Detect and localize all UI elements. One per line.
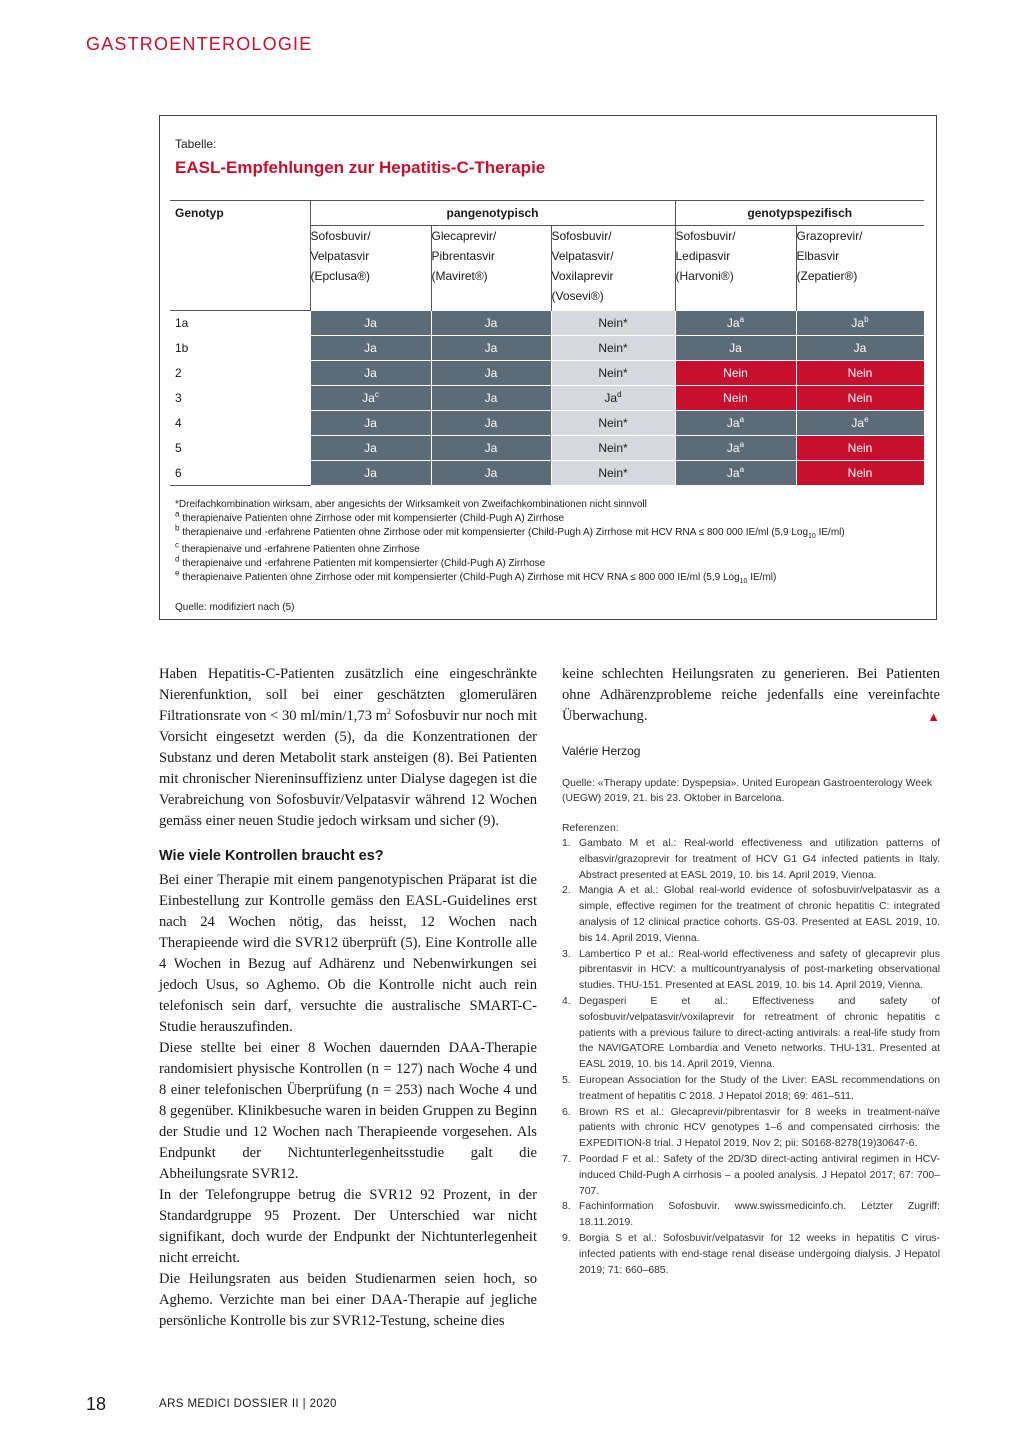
genotype-cell: 3 — [170, 386, 310, 411]
drug-names-row — [170, 226, 924, 311]
table-row — [170, 361, 924, 386]
recommendation-value: Ja — [851, 316, 865, 330]
table-body — [170, 311, 924, 486]
genotype-cell: 6 — [170, 461, 310, 486]
subheading-controls: Wie viele Kontrollen braucht es? — [159, 848, 384, 864]
table-footnotes — [175, 498, 935, 615]
recommendations-table — [170, 200, 925, 486]
source-note: Quelle: «Therapy update: Dyspepsia». United European Gastroenterology Week (UEGW) 2019, 21. bis 23. Oktober in Barcelona. — [562, 778, 933, 804]
paragraph-renal-part2: Sofosbuvir nur noch mit Vorsicht eingesetzt werden (5), da die Konzentrationen der Substanz und deren Metabolit stark ansteigen (8). Bei Patienten mit chronischer Niereninsuffizienz unter Dialyse dagegen ist die Verabreichung von Sofosbuvir/Velpatasvir während 12 Wochen gemäss einer neuen Studie jedoch wirksam und sicher (9). — [159, 708, 538, 829]
footnote-mark: a — [739, 465, 745, 474]
recommendation-cell — [796, 461, 924, 486]
reference-text: Lambertico P et al.: Real-world effectiveness and safety of glecaprevir plus pibrentasvir in HCV: a multicountryanalysis of post-marketing observational studies. THU-151. Presented at EASL 2019, 10. bis 14. April 2019, Vienna. — [579, 948, 940, 992]
recommendation-value: Nein — [847, 441, 873, 455]
footnote-text: therapienaive und -erfahrene Patienten mit kompensierter (Child-Pugh A) Zirrhose — [179, 558, 546, 570]
recommendation-value: Ja — [484, 466, 498, 480]
genotype-header: Genotyp — [170, 201, 310, 226]
reference-number: 7. — [562, 1153, 571, 1165]
reference-item — [562, 1199, 940, 1231]
drug-line: Velpatasvir/ — [551, 249, 614, 263]
footnote — [175, 568, 935, 589]
recommendation-value: Ja — [484, 416, 498, 430]
recommendation-cell — [796, 361, 924, 386]
reference-text: Borgia S et al.: Sofosbuvir/velpatasvir for 12 weeks in hepatitis C virus-infected patients with end-stage renal disease undergoing dialysis. J Hepatol 2019; 71: 660–685. — [579, 1232, 940, 1276]
reference-item — [562, 836, 940, 883]
recommendation-value: Nein — [723, 391, 748, 405]
recommendation-cell — [551, 361, 675, 386]
drug-cell — [675, 226, 796, 311]
paragraph-continuation — [562, 664, 940, 727]
recommendation-value: Ja — [729, 341, 742, 355]
recommendation-value: Nein* — [598, 441, 628, 455]
reference-number: 6. — [562, 1106, 571, 1118]
genotype-cell: 5 — [170, 436, 310, 461]
drug-cell — [431, 226, 551, 311]
recommendation-cell — [431, 436, 551, 461]
drug-line: (Epclusa®) — [310, 269, 371, 283]
recommendation-cell — [675, 411, 796, 436]
footnote-subscript: 10 — [808, 532, 816, 540]
reference-item — [562, 947, 940, 994]
recommendation-value: Nein — [847, 466, 873, 480]
paragraph-renal-part1: Haben Hepatitis-C-Patienten zusätzlich eine eingeschränkte Nierenfunktion, soll bei einer geschätzten glomerulären Filtrationsrate von < 30 ml/min/1,73 m — [159, 666, 537, 724]
footnote-text: therapienaive und -erfahrene Patienten ohne Zirrhose oder mit kompensierter (Child-Pugh A) Zirrhose mit HCV RNA ≤ 800 000 IE/ml (5,9 Log — [179, 526, 809, 538]
reference-text: Fachinformation Sofosbuvir. www.swissmedicinfo.ch. Letzter Zugriff: 18.11.2019. — [579, 1201, 940, 1229]
footnote — [175, 523, 935, 544]
recommendation-cell — [796, 411, 924, 436]
recommendation-cell — [431, 311, 551, 336]
genotype-cell: 1b — [170, 336, 310, 361]
table-source: Quelle: modifiziert nach (5) — [175, 601, 295, 613]
footnote — [175, 498, 935, 512]
recommendation-cell — [431, 411, 551, 436]
reference-number: 3. — [562, 948, 571, 960]
recommendation-value: Ja — [484, 366, 498, 380]
recommendation-value: Ja — [484, 391, 498, 405]
footnote-mark: c — [175, 541, 179, 551]
left-column — [159, 664, 537, 1332]
recommendation-cell — [675, 386, 796, 411]
drug-line: (Harvoni®) — [675, 269, 734, 283]
group-pangenotypic: pangenotypisch — [310, 201, 675, 226]
footnote-mark: b — [864, 315, 869, 324]
footnote-mark: c — [374, 390, 379, 399]
end-triangle-icon: ▲ — [927, 709, 940, 724]
table-row — [170, 386, 924, 411]
drug-line: Sofosbuvir/ — [675, 229, 736, 243]
footnote-mark: d — [617, 390, 622, 399]
table-title: EASL-Empfehlungen zur Hepatitis-C-Therapie — [175, 158, 546, 177]
recommendation-cell — [675, 436, 796, 461]
reference-item — [562, 1105, 940, 1152]
footnote-text: therapienaive Patienten ohne Zirrhose oder mit kompensierter (Child-Pugh A) Zirrhose mit HCV RNA ≤ 800 000 IE/ml (5,9 Log — [179, 571, 740, 583]
group-genotype-specific: genotypspezifisch — [675, 201, 924, 226]
recommendation-value: Ja — [484, 441, 498, 455]
drug-line: Ledipasvir — [675, 249, 731, 263]
recommendation-value: Ja — [853, 341, 867, 355]
recommendation-cell — [310, 336, 431, 361]
recommendation-cell — [796, 311, 924, 336]
recommendation-cell — [796, 436, 924, 461]
recommendation-cell — [551, 411, 675, 436]
drug-line: Velpatasvir — [310, 249, 370, 263]
recommendation-cell — [310, 386, 431, 411]
drug-line: Sofosbuvir/ — [551, 229, 612, 243]
reference-text: Mangia A et al.: Global real-world evidence of sofosbuvir/velpatasvir as a simple, effective regimen for the treatment of chronic hepatitis C: integrated analysis of 12 clinical practice cohorts. GS-03. Presented at EASL 2019, 10. bis 14. April 2019, Vienna. — [579, 885, 940, 944]
drug-line: (Maviret®) — [431, 269, 488, 283]
reference-text: Poordad F et al.: Safety of the 2D/3D direct-acting antiviral regimen in HCV-induced Child-Pugh A cirrhosis – a pooled analysis. J Hepatol 2017; 67: 700–707. — [579, 1153, 940, 1197]
reference-item — [562, 1073, 940, 1105]
reference-item — [562, 883, 940, 946]
reference-number: 9. — [562, 1232, 571, 1244]
recommendation-value: Nein — [847, 391, 873, 405]
recommendation-cell — [310, 311, 431, 336]
recommendation-value: Ja — [364, 341, 377, 355]
recommendation-value: Nein* — [598, 316, 628, 330]
footnote — [175, 509, 935, 526]
recommendation-value: Ja — [362, 391, 375, 405]
table-row — [170, 336, 924, 361]
recommendation-cell — [431, 361, 551, 386]
drug-cell — [551, 226, 675, 311]
paragraph-results: In der Telefongruppe betrug die SVR12 92 Prozent, in der Standardgruppe 95 Prozent. Der Unterschied war nicht signifikant, doch wurde der Endpunkt der Nichtunterlegenheit nicht erreicht. — [159, 1187, 537, 1266]
drug-cell — [310, 226, 431, 311]
paragraph-controls: Bei einer Therapie mit einem pangenotypischen Präparat ist die Einbestellung zur Kontrolle gemäss den EASL-Guidelines erst nach 24 Wochen nötig, das heisst, 12 Wochen nach Therapieende wird die SVR12 überprüft (5). Eine Kontrolle alle 4 Wochen in Bezug auf Adhärenz und Nebenwirkungen sei jedoch Usus, so Aghemo. Ob die Kontrolle nicht auch rein telefonisch sein darf, versuchte die australische SMART-C-Studie herauszufinden. — [159, 872, 537, 1035]
reference-text: Degasperi E et al.: Effectiveness and safety of sofosbuvir/velpatasvir/voxilaprevir for retreatment of chronic hepatitis c patients with a previous failure to direct-acting antivirals: a real-life study from the NAVIGATORE Lombardia and Veneto networks. THU-131. Presented at EASL 2019, 10. bis 14. April 2019, Vienna. — [579, 995, 940, 1071]
recommendation-cell — [431, 386, 551, 411]
drug-line: Elbasvir — [796, 249, 840, 263]
reference-item — [562, 1231, 940, 1278]
footnote-text: therapienaive und -erfahrene Patienten ohne Zirrhose — [179, 544, 420, 556]
recommendation-value: Ja — [364, 466, 377, 480]
reference-number: 4. — [562, 995, 571, 1007]
footnote-text: *Dreifachkombination wirksam, aber angesichts der Wirksamkeit von Zweifachkombinationen nicht sinnvoll — [175, 499, 647, 510]
footnote-mark: a — [739, 315, 745, 324]
recommendation-value: Ja — [726, 416, 740, 430]
recommendation-cell — [675, 311, 796, 336]
table-row — [170, 461, 924, 486]
recommendation-cell — [675, 461, 796, 486]
table-box — [159, 115, 937, 620]
recommendation-value: Nein* — [598, 416, 628, 430]
section-header: GASTROENTEROLOGIE — [86, 34, 313, 54]
reference-item — [562, 994, 940, 1073]
reference-number: 2. — [562, 885, 571, 897]
recommendation-value: Ja — [851, 416, 865, 430]
table-label: Tabelle: — [175, 137, 217, 151]
drug-cell — [796, 226, 924, 311]
recommendation-cell — [310, 436, 431, 461]
recommendation-value: Ja — [364, 366, 377, 380]
recommendation-value: Ja — [726, 441, 740, 455]
paragraph-study: Diese stellte bei einer 8 Wochen dauernden DAA-Therapie randomisiert physische Kontrollen (n = 127) nach Woche 4 und 8 einer telefonischen Überprüfung (n = 253) nach Woche 4 und 8 gegenüber. Klinikbesuche waren in beiden Gruppen zu Beginn der Studie und 12 Wochen nach Therapieende vorgesehen. Als Endpunkt der Nichtunterlegenheitsstudie galt die Abheilungsrate SVR12. — [159, 1040, 537, 1182]
table-row — [170, 436, 924, 461]
drug-empty-cell — [170, 226, 310, 311]
genotype-cell: 1a — [170, 311, 310, 336]
recommendation-value: Ja — [484, 316, 498, 330]
recommendation-cell — [431, 461, 551, 486]
reference-text: Gambato M et al.: Real-world effectiveness and utilization patterns of elbasvir/grazoprevir for treatment of HCV G1 G4 infected patients in Italy. Abstract presented at EASL 2019, 10. bis 14. April 2019, Vienna. — [579, 838, 940, 881]
reference-number: 1. — [562, 838, 571, 849]
paragraph-renal — [159, 664, 537, 832]
recommendation-cell — [551, 386, 675, 411]
genotype-cell: 2 — [170, 361, 310, 386]
footnote-text: therapienaive Patienten ohne Zirrhose oder mit kompensierter (Child-Pugh A) Zirrhose — [179, 512, 565, 524]
recommendation-value: Nein — [847, 366, 873, 380]
references-heading: Referenzen: — [562, 823, 619, 834]
drug-line: Pibrentasvir — [431, 249, 495, 263]
footnote-subscript: 10 — [739, 577, 748, 585]
recommendation-value: Ja — [726, 316, 740, 330]
recommendation-cell — [310, 361, 431, 386]
recommendation-cell — [551, 436, 675, 461]
recommendation-value: Nein — [723, 366, 748, 380]
footnote-mark: a — [739, 415, 745, 424]
table-header-row — [170, 201, 924, 226]
reference-text: European Association for the Study of the Liver: EASL recommendations on treatment of hepatitis C 2018. J Hepatol 2018; 69: 461–511. — [579, 1074, 940, 1102]
recommendation-cell — [310, 411, 431, 436]
recommendation-cell — [551, 461, 675, 486]
recommendation-cell — [675, 336, 796, 361]
right-column — [562, 664, 940, 1278]
recommendation-value: Nein* — [598, 366, 628, 380]
recommendation-cell — [796, 336, 924, 361]
page-number: 18 — [86, 1394, 107, 1414]
footnote-mark: a — [739, 440, 745, 449]
genotype-cell: 4 — [170, 411, 310, 436]
drug-line: Sofosbuvir/ — [310, 229, 371, 243]
recommendation-value: Ja — [364, 441, 377, 455]
footnote-mark: a — [175, 509, 180, 519]
table-row — [170, 311, 924, 336]
drug-line: Grazoprevir/ — [796, 229, 863, 243]
drug-line: Voxilaprevir — [551, 269, 614, 283]
recommendation-cell — [431, 336, 551, 361]
journal-footer: ARS MEDICI DOSSIER II | 2020 — [159, 1398, 337, 1410]
recommendation-value: Ja — [364, 316, 377, 330]
footnote-mark: e — [175, 568, 180, 578]
footnote-mark: d — [175, 554, 180, 564]
reference-number: 5. — [562, 1074, 571, 1086]
footnote — [175, 554, 935, 571]
recommendation-cell — [551, 311, 675, 336]
recommendation-value: Nein* — [598, 341, 628, 355]
continuation-text: keine schlechten Heilungsraten zu generieren. Bei Patienten ohne Adhärenzprobleme reiche jedenfalls eine vereinfachte Überwachung. — [562, 666, 940, 724]
recommendation-cell — [675, 361, 796, 386]
references-list — [562, 836, 940, 1278]
drug-line: (Zepatier®) — [796, 269, 858, 283]
recommendation-cell — [796, 386, 924, 411]
table-row — [170, 411, 924, 436]
recommendation-value: Ja — [726, 466, 740, 480]
recommendation-cell — [551, 336, 675, 361]
drug-line: Glecaprevir/ — [431, 229, 497, 243]
footnote-tail: IE/ml) — [815, 526, 845, 538]
recommendation-value: Ja — [484, 341, 498, 355]
footnote — [175, 543, 935, 557]
reference-text: Brown RS et al.: Glecaprevir/pibrentasvir for 8 weeks in treatment-naïve patients with chronic HCV genotypes 1–6 and compensated cirrhosis: the EXPEDITION-8 trial. J Hepatol 2019, Nov 2; pii: S0168-8278(19)30647-6. — [579, 1106, 940, 1150]
sup-2: 2 — [387, 707, 392, 717]
paragraph-conclusion: Die Heilungsraten aus beiden Studienarmen seien hoch, so Aghemo. Verzichte man bei einer DAA-Therapie auf jegliche persönliche Kontrolle bis zur SVR12-Testung, scheine dies — [159, 1271, 537, 1329]
footnote-tail: IE/ml) — [747, 571, 777, 583]
reference-item — [562, 1152, 940, 1199]
recommendation-value: Ja — [604, 391, 618, 405]
reference-number: 8. — [562, 1201, 571, 1213]
footnote-mark: e — [864, 415, 869, 424]
recommendation-cell — [310, 461, 431, 486]
recommendation-value: Nein* — [598, 466, 628, 480]
footnote-mark: b — [175, 523, 180, 533]
recommendation-value: Ja — [364, 416, 377, 430]
drug-line: (Vosevi®) — [551, 289, 604, 303]
author: Valérie Herzog — [562, 744, 641, 758]
